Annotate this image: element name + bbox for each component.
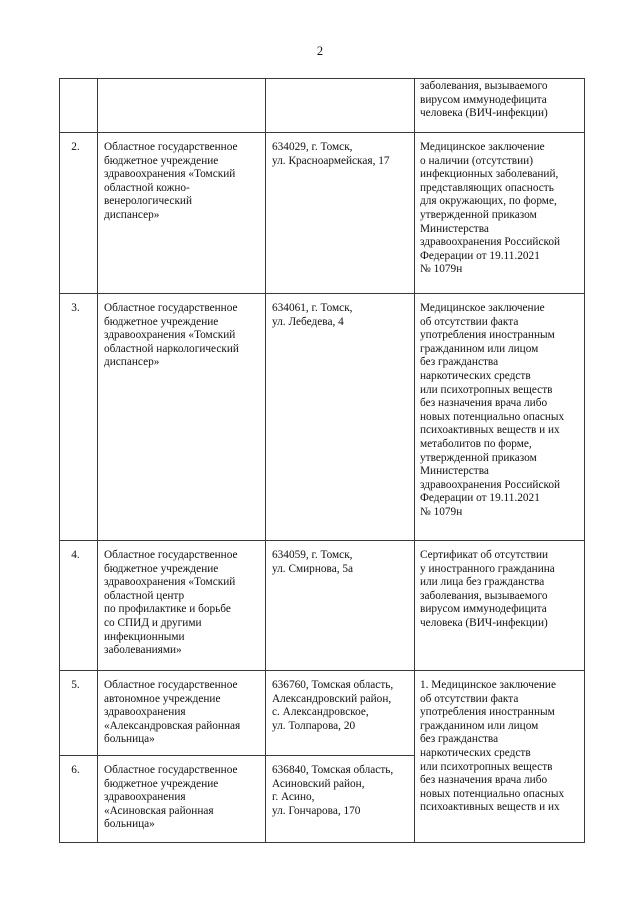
table-row — [60, 79, 585, 133]
table-row — [60, 294, 585, 541]
organization-name: Областное государственное бюджетное учреждение здравоохранения «Томский областной наркологический диспансер» — [98, 294, 266, 541]
row-number: 5. — [60, 671, 98, 756]
document-requirement: Медицинское заключение о наличии (отсутствии) инфекционных заболеваний, представляющих опасность для окружающих, по форме, утвержденной приказом Министерства здравоохранения Российской Федерации от 19.11.2021 № 1079н — [415, 133, 585, 294]
organization-name: Областное государственное бюджетное учреждение здравоохранения «Асиновская районная больница» — [98, 756, 266, 843]
address — [266, 79, 415, 133]
address: 634059, г. Томск, ул. Смирнова, 5а — [266, 541, 415, 671]
organization-name: Областное государственное бюджетное учреждение здравоохранения «Томский областной кожно- венерологический диспансер» — [98, 133, 266, 294]
document-requirement: Медицинское заключение об отсутствии факта употребления иностранным гражданином или лицом без гражданства наркотических средств или психотропных веществ без назначения врача либо новых потенциально опасных психоактивных веществ и их метаболитов по форме, утвержденной приказом Министерства здравоохранения Российской Федерации от 19.11.2021 № 1079н — [415, 294, 585, 541]
row-number: 3. — [60, 294, 98, 541]
organization-name: Областное государственное бюджетное учреждение здравоохранения «Томский областной центр по профилактике и борьбе со СПИД и другими инфекционными заболеваниями» — [98, 541, 266, 671]
row-number: 4. — [60, 541, 98, 671]
row-number: 6. — [60, 756, 98, 843]
address: 634061, г. Томск, ул. Лебедева, 4 — [266, 294, 415, 541]
table-row — [60, 671, 585, 756]
document-requirement: 1. Медицинское заключение об отсутствии факта употребления иностранным гражданином или лицом без гражданства наркотических средств или психотропных веществ без назначения врача либо новых потенциально опасных психоактивных веществ и их — [415, 671, 585, 843]
organizations-table — [59, 78, 585, 843]
row-number — [60, 79, 98, 133]
document-requirement: заболевания, вызываемого вирусом иммунодефицита человека (ВИЧ-инфекции) — [415, 79, 585, 133]
table-row — [60, 541, 585, 671]
address: 636840, Томская область, Асиновский район, г. Асино, ул. Гончарова, 170 — [266, 756, 415, 843]
document-requirement: Сертификат об отсутствии у иностранного гражданина или лица без гражданства заболевания, вызываемого вирусом иммунодефицита человека (ВИЧ-инфекции) — [415, 541, 585, 671]
row-number: 2. — [60, 133, 98, 294]
organization-name — [98, 79, 266, 133]
address: 634029, г. Томск, ул. Красноармейская, 17 — [266, 133, 415, 294]
address: 636760, Томская область, Александровский район, с. Александровское, ул. Толпарова, 20 — [266, 671, 415, 756]
organization-name: Областное государственное автономное учреждение здравоохранения «Александровская районная больница» — [98, 671, 266, 756]
table-row — [60, 133, 585, 294]
page-number: 2 — [316, 44, 324, 58]
